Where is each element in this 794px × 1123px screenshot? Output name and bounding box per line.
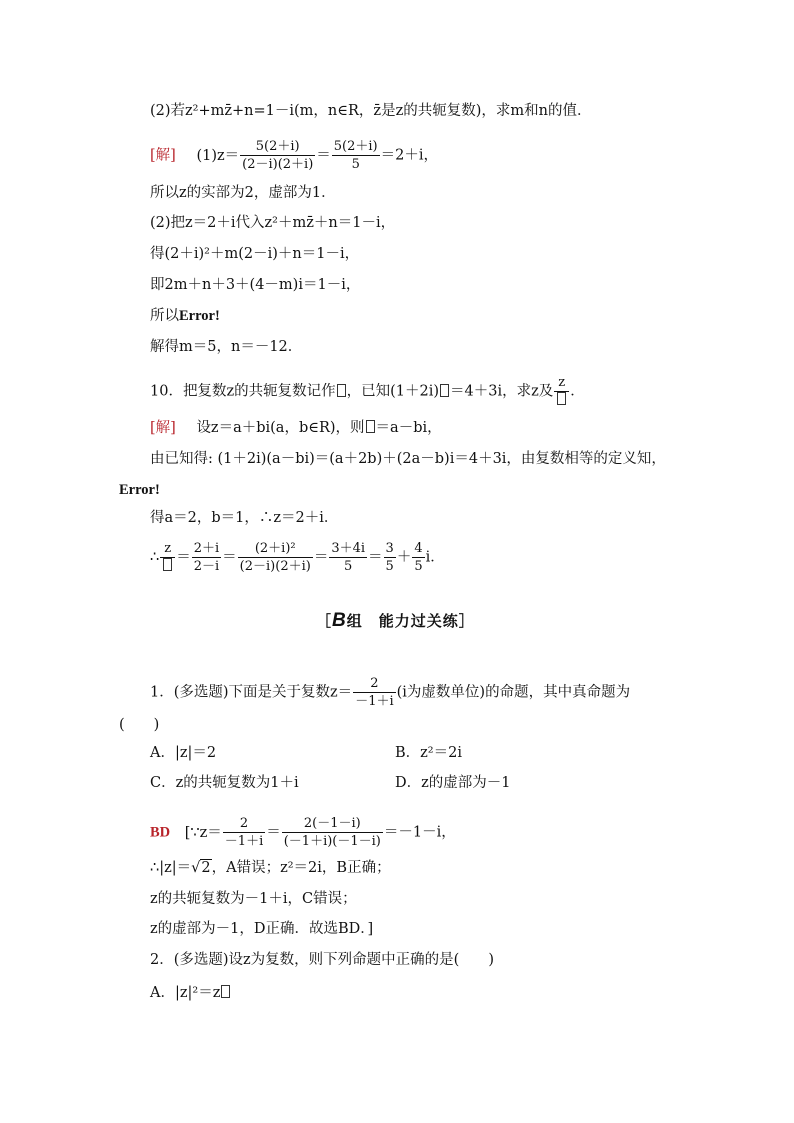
answer-b1-line-3: z的共轭复数为－1＋i，C错误； (150, 891, 357, 907)
answer-paren: ( ) (119, 717, 160, 733)
conjugate-placeholder-box (337, 384, 346, 397)
solution-9-line-4: 得(2＋i)²＋m(2－i)＋n＝1－i， (150, 246, 360, 262)
solution-10-line-2: 由已知得: (1＋2i)(a－bi)＝(a＋2b)＋(2a－b)i＝4＋3i，由复数相等的定义知， (150, 451, 666, 467)
fraction: $\frac{3}{5}$ (385, 541, 394, 574)
solution-9-line-3: (2)把z＝2＋i代入z²＋mz̄＋n＝1－i， (150, 215, 396, 231)
sqrt-value: 2 (201, 860, 211, 876)
answer-b1-line-4: z的虚部为－1，D正确．故选BD．] (150, 921, 374, 937)
solution-9-line-1: [解] (1)z＝ $\frac{5(2+i)}{(2-i)(2+i)}$ ＝ $\frac{5(2+i)}{5}$ ＝2＋i， (150, 139, 438, 172)
fraction: $\frac{2}{-1+i}$ (224, 816, 264, 849)
conjugate-placeholder-box (163, 558, 172, 571)
conjugate-placeholder-box (557, 392, 566, 405)
conjugate-placeholder-box (221, 985, 230, 998)
fraction: $\frac{2+i}{2-i}$ (193, 541, 220, 574)
conjugate-placeholder-box (366, 420, 375, 433)
fraction: $\frac{2(-1-i)}{(-1+i)(-1-i)}$ (283, 816, 381, 849)
conjugate-placeholder-box (440, 384, 449, 397)
option-d: D．z的虚部为－1 (395, 775, 511, 791)
answer-key: BD (150, 824, 171, 841)
fraction: $\frac{5(2+i)}{(2-i)(2+i)}$ (242, 139, 314, 172)
group-b-icon: B (332, 610, 347, 631)
answer-b1-line-2: ∴|z|＝√2，A错误；z²＝2i，B正确； (150, 860, 391, 876)
answer-b1-line-1: BD [∵z＝ $\frac{2}{-1+i}$ ＝ $\frac{2(-1-i)}{(-1+i)(-1-i)}$ ＝－1－i， (150, 816, 456, 849)
solution-10-line-3: Error! (119, 482, 160, 498)
solution-tag: [解] (150, 147, 176, 164)
solution-9-line-6: 所以Error! (150, 308, 220, 324)
option-a: A．|z|＝2 (150, 745, 217, 761)
fraction: $\frac{\text{(2＋i)²}}{(2-i)(2+i)}$ (239, 541, 311, 574)
solution-tag: [解] (150, 420, 176, 436)
fraction: $\frac{4}{5}$ (414, 541, 423, 574)
solution-9-line-5: 即2m＋n＋3＋(4－m)i＝1－i， (150, 277, 361, 293)
solution-10-line-4: 得a＝2，b＝1，∴z＝2＋i． (150, 510, 339, 526)
question-10: 10．把复数z的共轭复数记作 ，已知(1＋2i) ＝4＋3i，求z及 z ． (150, 374, 585, 409)
option-c: C．z的共轭复数为1＋i (150, 775, 299, 791)
section-title: ［B组 能力过关练］ (316, 610, 475, 631)
question-9-part-2: (2)若z²+mz̄+n=1－i(m，n∈R，z̄是z的共轭复数)，求m和n的值． (150, 103, 592, 119)
fraction: $\frac{5(2+i)}{5}$ (333, 139, 378, 172)
fraction: z (554, 374, 569, 409)
solution-10-line-5: ∴ z ＝ $\frac{2+i}{2-i}$ ＝ $\frac{\text{(2＋i)²}}{(2-i)(2+i)}$ ＝ $\frac{3+4i}{5}$ ＝ $\frac{3}{5}$ ＋ $\frac{4}{5}$ i． (150, 541, 445, 574)
solution-9-line-7: 解得m＝5，n＝－12． (150, 339, 303, 355)
fraction: z (160, 540, 175, 575)
question-b1: 1．(多选题)下面是关于复数z＝ $\frac{2}{-1+i}$ (i为虚数单位)的命题，其中真命题为 (150, 676, 631, 709)
solution-10-line-1: [解] 设z＝a＋bi(a，b∈R)，则 ＝a－bi， (150, 420, 442, 436)
question-b2: 2．(多选题)设z为复数，则下列命题中正确的是( ) (150, 952, 494, 968)
question-b2-option-a: A．|z|²＝z (150, 983, 231, 1003)
fraction: $\frac{3+4i}{5}$ (331, 541, 366, 574)
solution-9-line-2: 所以z的实部为2，虚部为1． (150, 185, 336, 201)
fraction: $\frac{2}{-1+i}$ (355, 676, 394, 709)
option-b: B．z²＝2i (395, 745, 462, 761)
